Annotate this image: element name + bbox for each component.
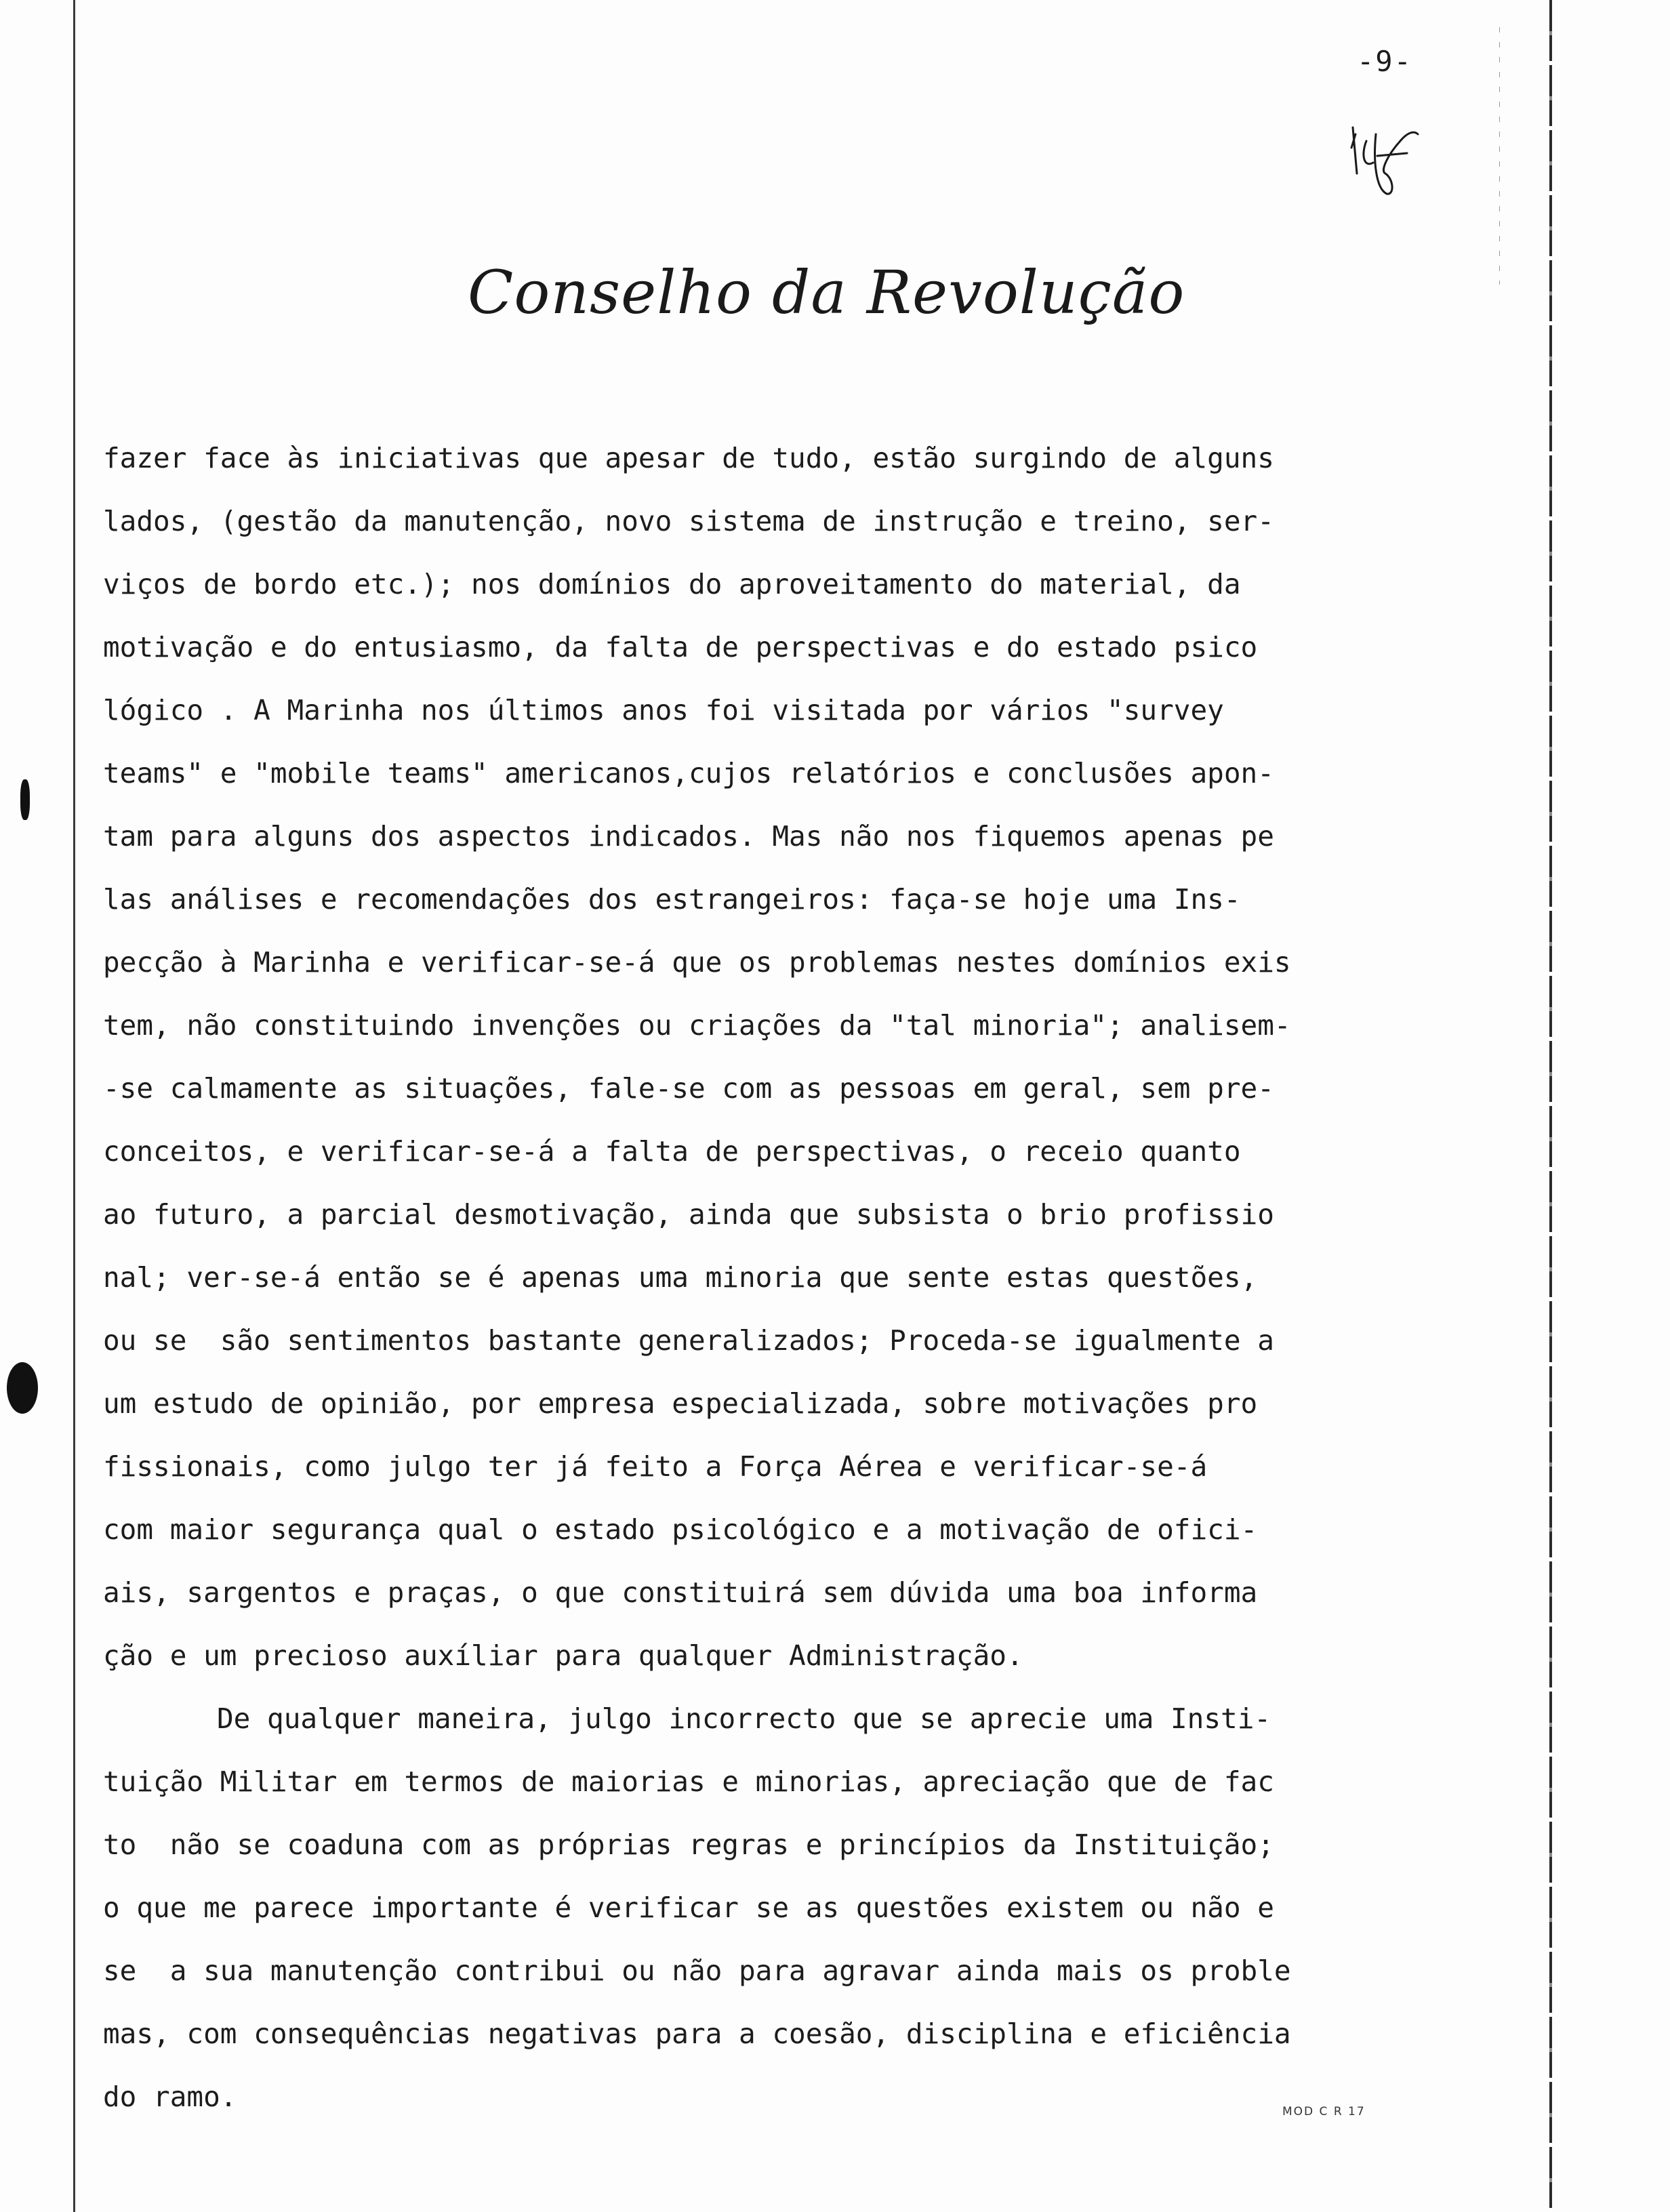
text-line: fazer face às iniciativas que apesar de tudo, estão surgindo de alguns <box>103 442 1274 474</box>
text-line: tam para alguns dos aspectos indicados. Mas não nos fiquemos apenas pe <box>103 820 1274 853</box>
text-line: ou se são sentimentos bastante generalizados; Proceda-se igualmente a <box>103 1324 1274 1357</box>
text-line: ção e um precioso auxíliar para qualquer Administração. <box>103 1639 1023 1672</box>
text-line: mas, com consequências negativas para a coesão, disciplina e eficiência <box>103 2018 1291 2050</box>
text-line: se a sua manutenção contribui ou não para agravar ainda mais os proble <box>103 1954 1291 1987</box>
text-line: viços de bordo etc.); nos domínios do aproveitamento do material, da <box>103 568 1241 600</box>
text-line: conceitos, e verificar-se-á a falta de perspectivas, o receio quanto <box>103 1135 1241 1168</box>
punch-hole-mark <box>7 1362 38 1414</box>
document-body <box>103 427 1459 2129</box>
text-line: nal; ver-se-á então se é apenas uma minoria que sente estas questões, <box>103 1261 1258 1294</box>
text-line: fissionais, como julgo ter já feito a Força Aérea e verificar-se-á <box>103 1450 1208 1483</box>
form-code-footer: MOD C R 17 <box>1282 2105 1366 2118</box>
text-line: teams" e "mobile teams" americanos,cujos relatórios e conclusões apon- <box>103 757 1274 790</box>
text-line: tem, não constituindo invenções ou criações da "tal minoria"; analisem- <box>103 1009 1291 1042</box>
left-margin-rule <box>73 0 75 2212</box>
text-line: lados, (gestão da manutenção, novo sistema de instrução e treino, ser- <box>103 505 1274 537</box>
text-line: to não se coaduna com as próprias regras e princípios da Instituição; <box>103 1828 1274 1861</box>
text-line: -se calmamente as situações, fale-se com as pessoas em geral, sem pre- <box>103 1072 1274 1105</box>
text-line: com maior segurança qual o estado psicológico e a motivação de ofici- <box>103 1513 1258 1546</box>
right-binding-edge <box>1549 0 1552 2212</box>
punch-hole-mark <box>20 779 30 820</box>
text-line: do ramo. <box>103 2081 237 2113</box>
text-line: pecção à Marinha e verificar-se-á que os problemas nestes domínios exis <box>103 946 1291 979</box>
text-line: ais, sargentos e praças, o que constituirá sem dúvida uma boa informa <box>103 1576 1258 1609</box>
text-line: o que me parece importante é verificar se as questões existem ou não e <box>103 1891 1274 1924</box>
handwritten-initials-signature <box>1346 114 1421 209</box>
text-line: De qualquer maneira, julgo incorrecto que se aprecie uma Insti- <box>217 1702 1271 1735</box>
text-line: lógico . A Marinha nos últimos anos foi visitada por vários "survey <box>103 694 1224 726</box>
text-line: um estudo de opinião, por empresa especializada, sobre motivações pro <box>103 1387 1258 1420</box>
page-number: -9- <box>1357 45 1412 78</box>
text-line: las análises e recomendações dos estrangeiros: faça-se hoje uma Ins- <box>103 883 1241 916</box>
text-line: motivação e do entusiasmo, da falta de perspectivas e do estado psico <box>103 631 1258 663</box>
text-line: tuição Militar em termos de maiorias e minorias, apreciação que de fac <box>103 1765 1274 1798</box>
letterhead-title: Conselho da Revolução <box>468 258 1185 327</box>
right-dotted-rule <box>1499 27 1500 285</box>
text-line: ao futuro, a parcial desmotivação, ainda que subsista o brio profissio <box>103 1198 1274 1231</box>
